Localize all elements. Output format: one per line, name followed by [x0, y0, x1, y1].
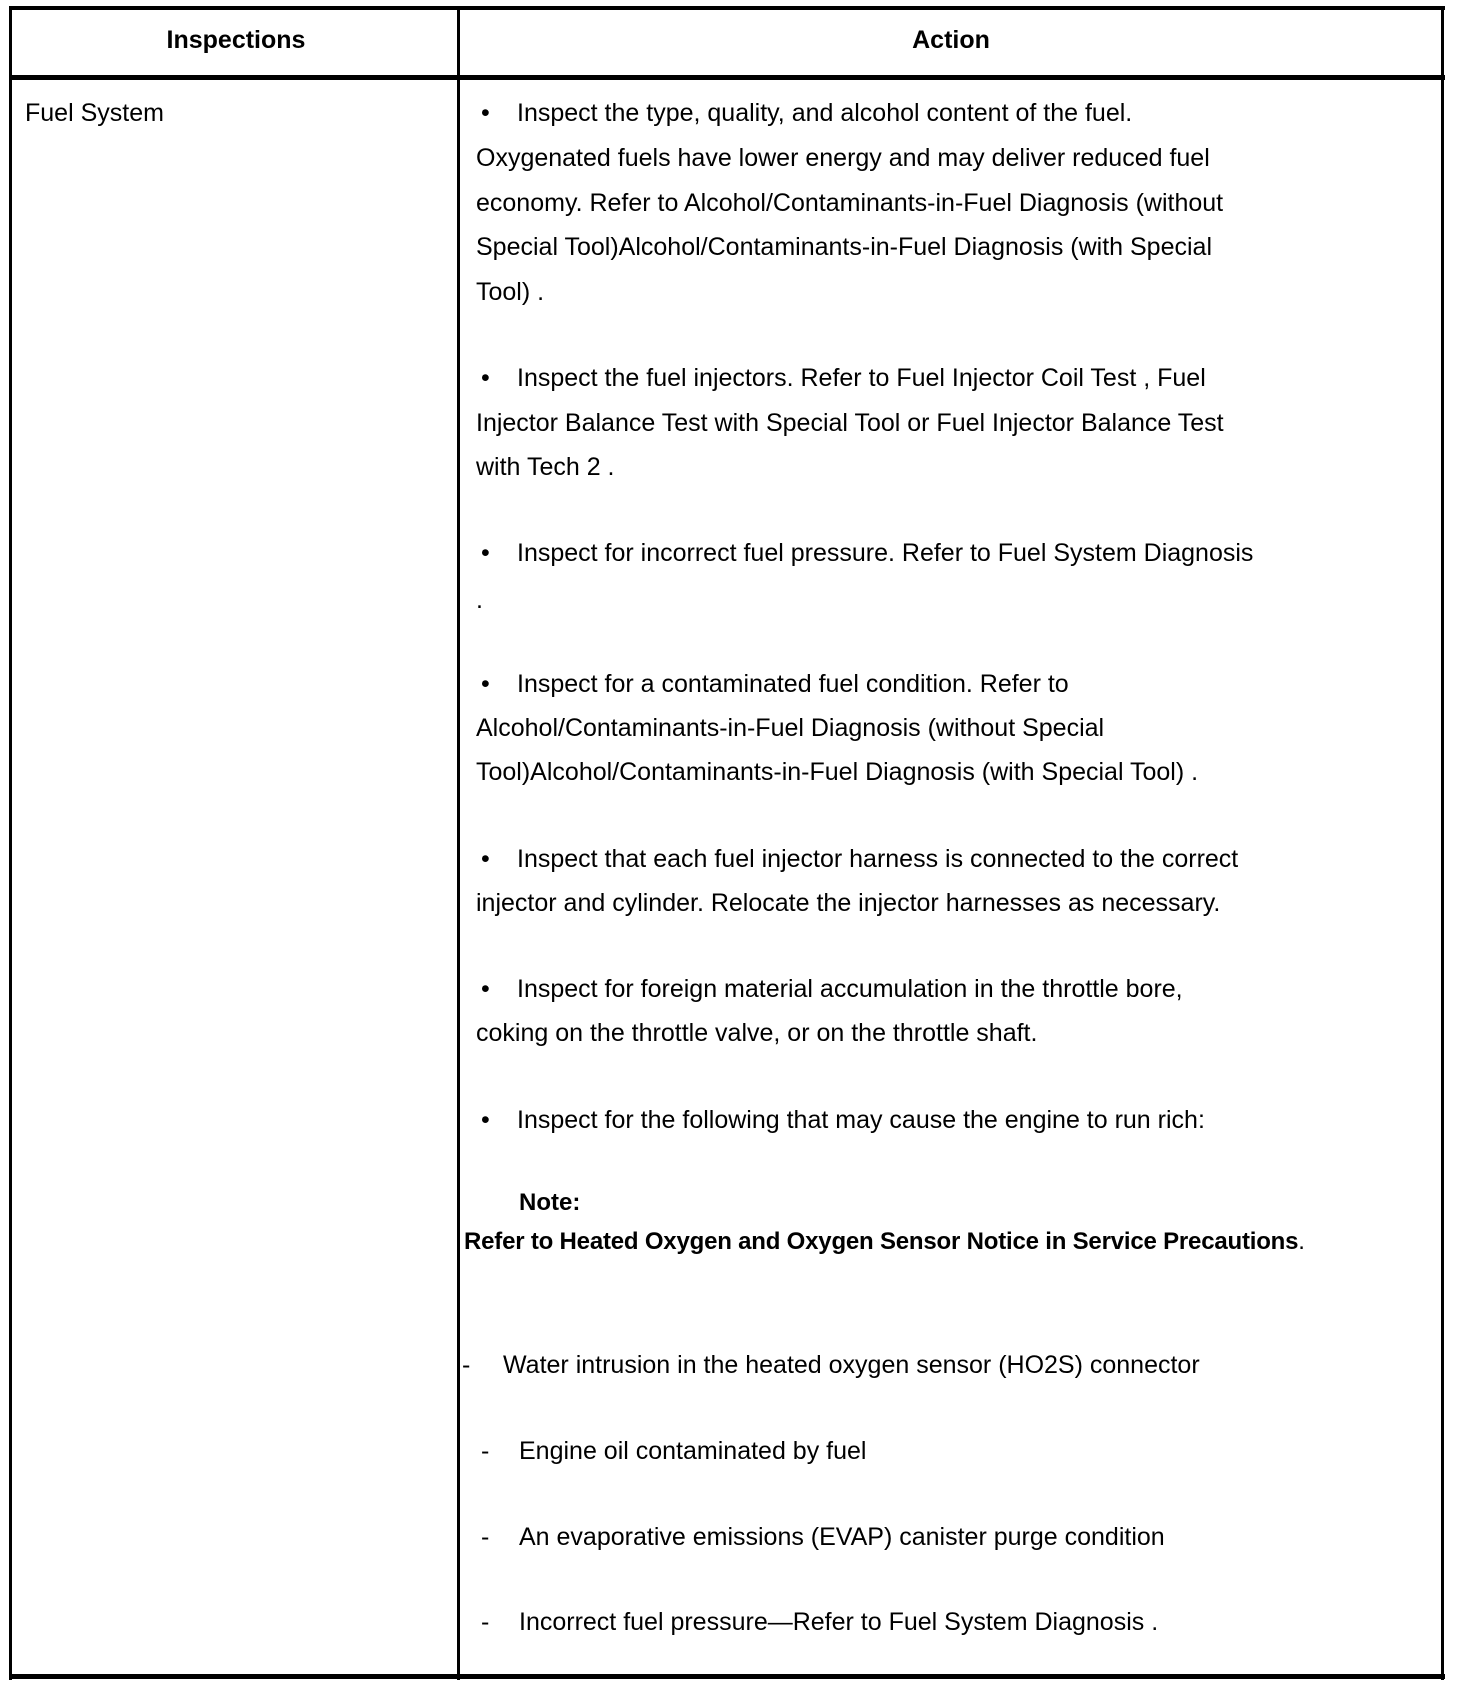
table-border-right [1441, 6, 1444, 1680]
sub-item-text: Engine oil contaminated by fuel [519, 1437, 867, 1465]
bullet-icon: • [481, 1106, 490, 1134]
action-line: economy. Refer to Alcohol/Contaminants-in-Fuel Diagnosis (without [476, 189, 1224, 217]
action-line: Oxygenated fuels have lower energy and may deliver reduced fuel [476, 144, 1210, 172]
action-line: Injector Balance Test with Special Tool or Fuel Injector Balance Test [476, 409, 1224, 437]
note-text-line [464, 1227, 1305, 1257]
note-trailing-period: . [1298, 1228, 1305, 1255]
table-border-top [9, 6, 1445, 10]
action-line: with Tech 2 . [476, 453, 615, 481]
bullet-icon: • [481, 99, 490, 127]
note-text: Refer to Heated Oxygen and Oxygen Sensor Notice in Service Precautions [464, 1228, 1299, 1255]
table-border-left [9, 6, 12, 1680]
action-line: coking on the throttle valve, or on the throttle shaft. [476, 1019, 1038, 1047]
bullet-icon: • [481, 670, 490, 698]
action-line: injector and cylinder. Relocate the injector harnesses as necessary. [476, 889, 1221, 917]
bullet-icon: • [481, 539, 490, 567]
action-line: Tool)Alcohol/Contaminants-in-Fuel Diagnosis (with Special Tool) . [476, 758, 1199, 786]
sub-item-text: Incorrect fuel pressure—Refer to Fuel System Diagnosis . [519, 1608, 1159, 1636]
inspection-name: Fuel System [25, 99, 164, 127]
action-line: Tool) . [476, 278, 545, 306]
dash-icon: - [481, 1523, 490, 1551]
action-line: Inspect for a contaminated fuel condition. Refer to [517, 670, 1069, 698]
header-separator [9, 75, 1445, 80]
column-header-action: Action [912, 26, 990, 54]
note-label: Note: [519, 1189, 581, 1216]
bullet-icon: • [481, 364, 490, 392]
action-line: Special Tool)Alcohol/Contaminants-in-Fuel Diagnosis (with Special [476, 233, 1212, 261]
table-border-bottom [9, 1674, 1445, 1679]
action-line: . [476, 586, 483, 614]
action-line: Inspect the fuel injectors. Refer to Fuel Injector Coil Test , Fuel [517, 364, 1206, 392]
dash-icon: - [462, 1351, 471, 1379]
action-line: Inspect that each fuel injector harness is connected to the correct [517, 845, 1239, 873]
column-divider [457, 6, 460, 1680]
dash-icon: - [481, 1437, 490, 1465]
action-line: Inspect the type, quality, and alcohol content of the fuel. [517, 99, 1133, 127]
action-line: Inspect for incorrect fuel pressure. Refer to Fuel System Diagnosis [517, 539, 1254, 567]
bullet-icon: • [481, 975, 490, 1003]
column-header-inspections: Inspections [166, 26, 306, 54]
bullet-icon: • [481, 845, 490, 873]
action-line: Inspect for foreign material accumulation in the throttle bore, [517, 975, 1183, 1003]
dash-icon: - [481, 1608, 490, 1636]
action-line: Inspect for the following that may cause the engine to run rich: [517, 1106, 1205, 1134]
sub-item-text: Water intrusion in the heated oxygen sensor (HO2S) connector [503, 1351, 1200, 1379]
sub-item-text: An evaporative emissions (EVAP) canister purge condition [519, 1523, 1165, 1551]
action-line: Alcohol/Contaminants-in-Fuel Diagnosis (without Special [476, 714, 1105, 742]
